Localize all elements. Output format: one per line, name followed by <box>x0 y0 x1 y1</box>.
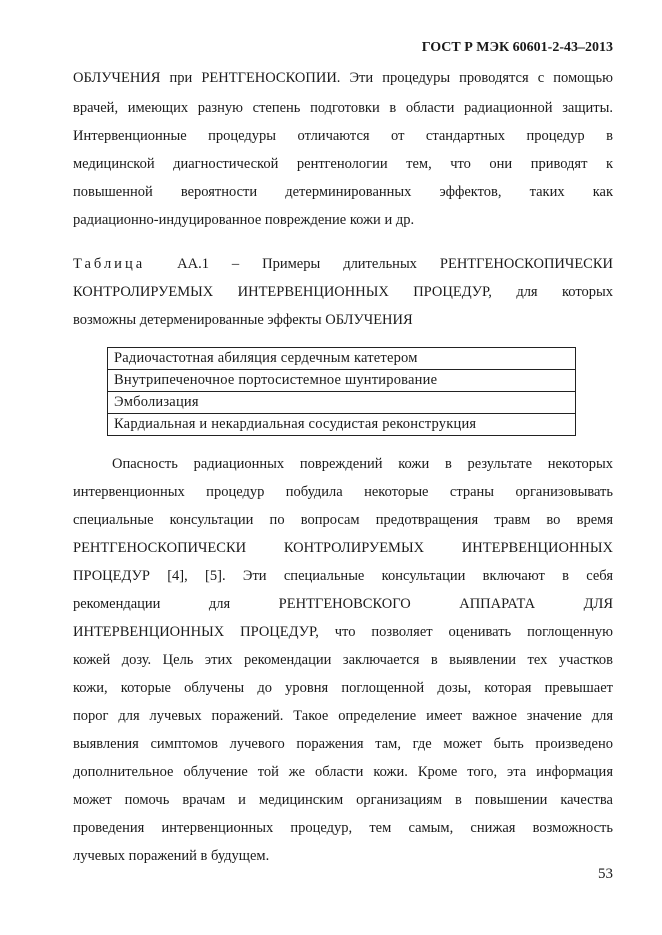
table-row <box>108 414 576 436</box>
table-row <box>108 392 576 414</box>
table-cell: Эмболизация <box>108 392 576 414</box>
paragraph-2-line: ИНТЕРВЕНЦИОННЫХ ПРОЦЕДУР, что позволяет оценивать поглощенную <box>73 624 613 640</box>
table-cell: Кардиальная и некардиальная сосудистая реконструкция <box>108 414 576 436</box>
procedures-table <box>107 347 576 436</box>
paragraph-2-line: лучевых поражений в будущем. <box>73 848 270 864</box>
table-caption-word: Таблица <box>73 256 146 272</box>
paragraph-2-line: кожей дозу. Цель этих рекомендации заключается в выявлении тех участков <box>73 652 613 668</box>
paragraph-2-line: специальные консультации по вопросам предотвращения травм во время <box>73 512 613 528</box>
paragraph-1-line: ОБЛУЧЕНИЯ при РЕНТГЕНОСКОПИИ. Эти процедуры проводятся с помощью <box>73 70 613 86</box>
table-caption-line-2: КОНТРОЛИРУЕМЫХ ИНТЕРВЕНЦИОННЫХ ПРОЦЕДУР, для которых <box>73 284 613 300</box>
paragraph-2-line: выявления симптомов лучевого поражения там, где может быть произведено <box>73 736 613 752</box>
paragraph-2-line: проведения интервенционных процедур, тем самым, снижая возможность <box>73 820 613 836</box>
paragraph-2-line: может помочь врачам и медицинским организациям в повышении качества <box>73 792 613 808</box>
page-number: 53 <box>598 866 613 882</box>
paragraph-2-line: ПРОЦЕДУР [4], [5]. Эти специальные консультации включают в себя <box>73 568 613 584</box>
paragraph-2-line: рекомендации для РЕНТГЕНОВСКОГО АППАРАТА ДЛЯ <box>73 596 613 612</box>
paragraph-2-line: порог для лучевых поражений. Такое определение имеет важное значение для <box>73 708 613 724</box>
table-row <box>108 370 576 392</box>
paragraph-2-line: дополнительное облучение той же области кожи. Кроме того, эта информация <box>73 764 613 780</box>
table-caption-title: АА.1 – Примеры длительных РЕНТГЕНОСКОПИЧЕСКИ <box>177 256 613 272</box>
paragraph-2-line: кожи, которые облучены до уровня поглощенной дозы, которая превышает <box>73 680 613 696</box>
table-caption-line-1 <box>73 256 613 273</box>
table-caption-line-3: возможны детерменированные эффекты ОБЛУЧЕНИЯ <box>73 312 413 328</box>
table-cell: Радиочастотная абиляция сердечным катетером <box>108 348 576 370</box>
paragraph-2-line: РЕНТГЕНОСКОПИЧЕСКИ КОНТРОЛИРУЕМЫХ ИНТЕРВЕНЦИОННЫХ <box>73 540 613 556</box>
paragraph-2-line: Опасность радиационных повреждений кожи в результате некоторых <box>112 456 613 472</box>
paragraph-2-line: интервенционных процедур побудила некоторые страны организовывать <box>73 484 613 500</box>
paragraph-1-line: врачей, имеющих разную степень подготовки в области радиационной защиты. <box>73 100 613 116</box>
paragraph-1-line: радиационно-индуцированное повреждение кожи и др. <box>73 212 415 228</box>
paragraph-1-line: Интервенционные процедуры отличаются от стандартных процедур в <box>73 128 613 144</box>
document-standard-header: ГОСТ Р МЭК 60601-2-43–2013 <box>421 40 613 55</box>
table-cell: Внутрипеченочное портосистемное шунтирование <box>108 370 576 392</box>
paragraph-1-line: повышенной вероятности детерминированных эффектов, таких как <box>73 184 613 200</box>
table-row <box>108 348 576 370</box>
paragraph-1-line: медицинской диагностической рентгенологии тем, что они приводят к <box>73 156 613 172</box>
